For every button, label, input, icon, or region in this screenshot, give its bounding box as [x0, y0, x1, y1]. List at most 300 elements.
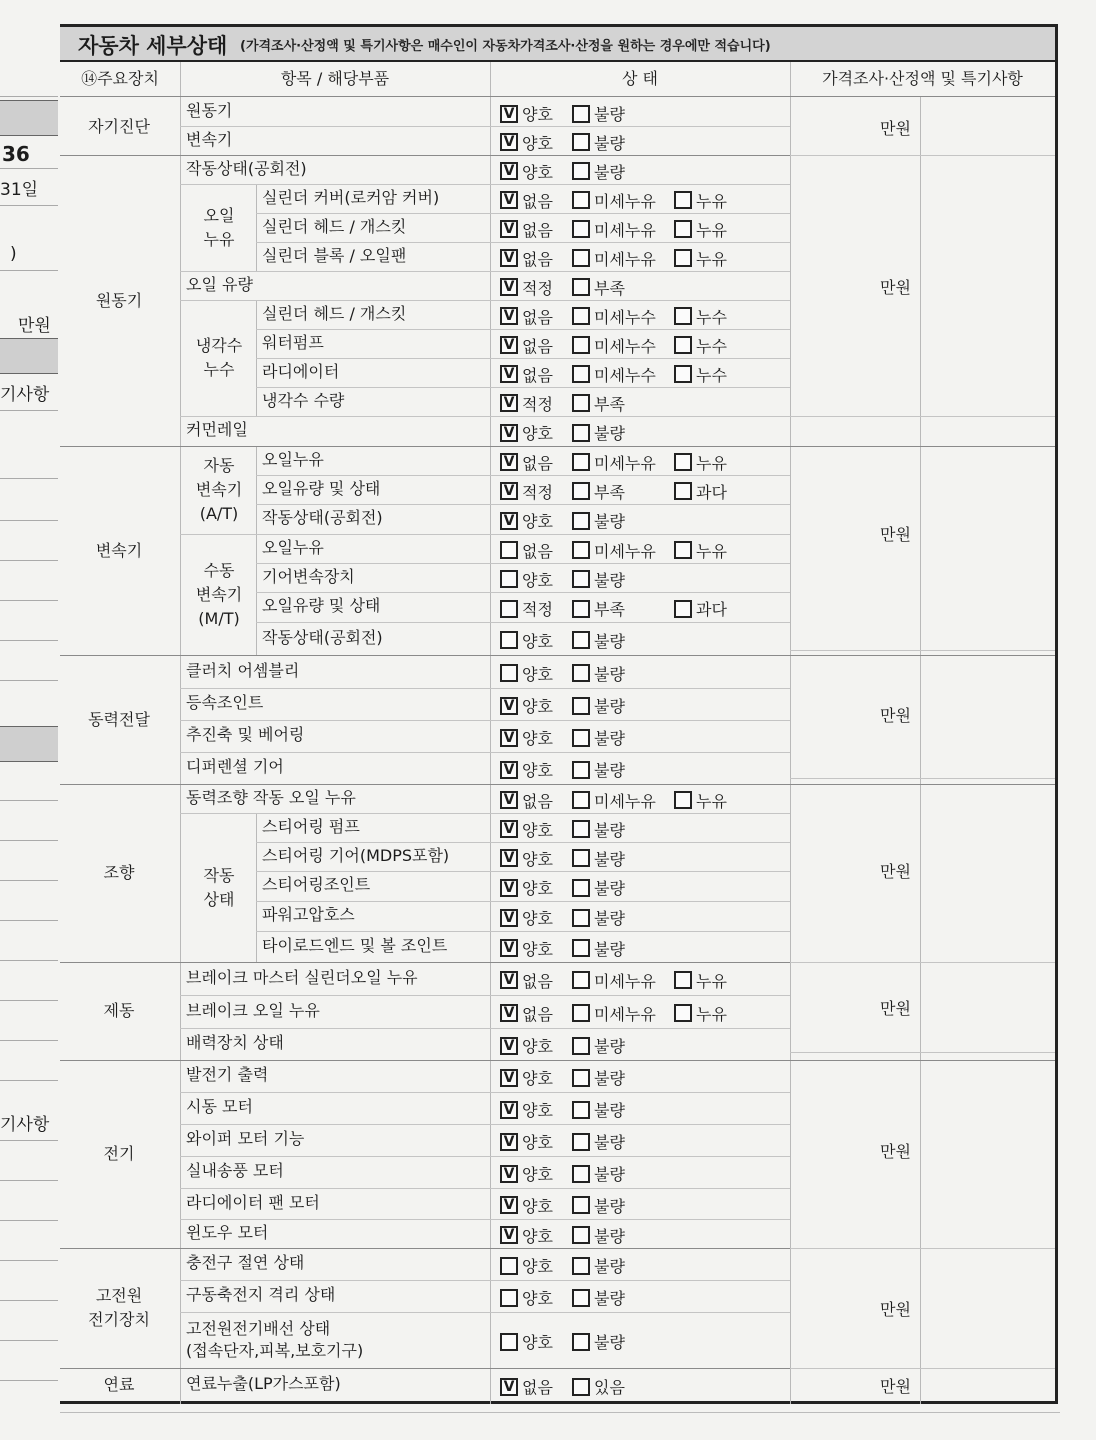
checkbox[interactable]: [500, 570, 518, 588]
status-option[interactable]: [674, 334, 727, 357]
row-divider: [180, 300, 790, 301]
price-unit-label: 만원: [880, 525, 911, 544]
status-option[interactable]: [500, 597, 553, 620]
status-option[interactable]: [500, 1130, 553, 1153]
row-item-label: 실린더 커버(로커암 커버): [262, 187, 440, 207]
option-label: 누유: [696, 971, 727, 991]
status-option[interactable]: [572, 818, 625, 841]
checkbox[interactable]: [572, 365, 590, 383]
status-option[interactable]: [500, 451, 553, 474]
row-divider: [180, 534, 790, 535]
price-unit-label: 만원: [880, 118, 911, 138]
status-option[interactable]: [572, 847, 625, 870]
status-option[interactable]: [674, 789, 727, 812]
row-divider: [256, 563, 790, 564]
checked-checkbox[interactable]: V: [500, 482, 518, 500]
checkbox[interactable]: [572, 191, 590, 209]
status-option[interactable]: [500, 276, 553, 299]
status-option[interactable]: [500, 818, 553, 841]
status-option[interactable]: [572, 1224, 625, 1247]
checked-checkbox[interactable]: V: [500, 105, 518, 123]
checkbox[interactable]: [572, 1165, 590, 1183]
status-option[interactable]: [572, 1286, 625, 1309]
status-option[interactable]: [572, 1066, 625, 1089]
status-option[interactable]: [572, 597, 625, 620]
checkbox[interactable]: [500, 664, 518, 682]
option-label: 불량: [594, 105, 625, 124]
status-option[interactable]: [500, 1375, 553, 1398]
status-option[interactable]: [572, 758, 625, 781]
row-item-label: 실린더 헤드 / 개스킷: [262, 216, 407, 236]
option-label: 미세누수: [594, 307, 656, 327]
option-label: 양호: [522, 570, 553, 590]
checked-checkbox[interactable]: V: [500, 133, 518, 151]
checkbox[interactable]: [674, 600, 692, 618]
status-option[interactable]: [572, 1194, 625, 1217]
status-option[interactable]: [572, 876, 625, 899]
row-item-label: 배력장치 상태: [186, 1033, 284, 1052]
status-option[interactable]: [572, 937, 625, 960]
checkbox[interactable]: [572, 278, 590, 296]
status-option[interactable]: [572, 1098, 625, 1121]
checked-checkbox[interactable]: V: [500, 365, 518, 383]
status-option[interactable]: [572, 160, 625, 183]
status-option[interactable]: [572, 568, 625, 591]
option-label: 불량: [594, 1333, 625, 1352]
option-label: 양호: [522, 512, 553, 531]
checkbox[interactable]: [674, 365, 692, 383]
checkbox[interactable]: [572, 1289, 590, 1307]
checkbox[interactable]: [572, 879, 590, 897]
option-label: 불량: [594, 1226, 625, 1246]
option-label: 불량: [594, 729, 625, 748]
status-option[interactable]: [500, 1194, 553, 1217]
checkbox[interactable]: [572, 336, 590, 354]
status-option[interactable]: [500, 1224, 553, 1247]
row-divider: [180, 416, 790, 417]
status-option[interactable]: [674, 218, 727, 241]
status-option[interactable]: [572, 539, 656, 562]
status-option[interactable]: [500, 789, 553, 812]
checkbox[interactable]: [572, 1257, 590, 1275]
checked-checkbox[interactable]: V: [500, 162, 518, 180]
category-label: 전기: [103, 1144, 135, 1163]
row-item-label: 커먼레일: [186, 420, 248, 439]
checkbox[interactable]: [674, 482, 692, 500]
checkbox[interactable]: [674, 971, 692, 989]
checked-checkbox[interactable]: V: [500, 1069, 518, 1087]
option-label: 미세누유: [594, 191, 656, 211]
status-option[interactable]: [674, 189, 727, 212]
checked-checkbox[interactable]: V: [500, 191, 518, 209]
status-option[interactable]: [572, 102, 625, 125]
checked-checkbox[interactable]: V: [500, 220, 518, 238]
row-divider: [180, 271, 790, 272]
status-option[interactable]: [572, 276, 625, 299]
option-label: 미세누수: [594, 336, 656, 356]
checkbox[interactable]: [572, 1333, 590, 1351]
option-label: 양호: [522, 424, 553, 443]
status-option[interactable]: [500, 305, 553, 328]
option-label: 부족: [594, 600, 625, 619]
option-label: 양호: [522, 105, 553, 124]
checkbox[interactable]: [572, 512, 590, 530]
status-option[interactable]: [500, 1162, 553, 1185]
status-option[interactable]: [572, 1130, 625, 1153]
checked-checkbox[interactable]: V: [500, 1196, 518, 1214]
status-option[interactable]: [500, 334, 553, 357]
checked-checkbox[interactable]: V: [500, 453, 518, 471]
status-option[interactable]: [500, 1098, 553, 1121]
row-item-label: 원동기: [186, 101, 233, 120]
row-divider: [180, 1280, 790, 1281]
status-option[interactable]: [500, 189, 553, 212]
row-item-label: 브레이크 오일 누유: [186, 1000, 320, 1020]
option-label: 없음: [522, 1378, 553, 1397]
option-label: 누유: [696, 191, 727, 211]
option-label: 미세누유: [594, 791, 656, 811]
option-label: 양호: [522, 631, 553, 651]
checkbox[interactable]: [572, 482, 590, 500]
checkbox[interactable]: [674, 541, 692, 559]
option-label: 누유: [696, 791, 727, 811]
status-option[interactable]: [500, 160, 553, 183]
price-unit-label: 만원: [880, 999, 911, 1018]
option-label: 불량: [594, 631, 625, 651]
option-label: 미세누유: [594, 453, 656, 473]
option-label: 미세누유: [594, 541, 656, 561]
checkbox[interactable]: [572, 1133, 590, 1151]
row-item-label: 작동상태(공회전): [186, 158, 307, 178]
checkbox[interactable]: [572, 424, 590, 442]
row-item-label: 오일누유: [262, 537, 324, 557]
checkbox[interactable]: [572, 570, 590, 588]
status-option[interactable]: [572, 789, 656, 812]
checkbox[interactable]: [500, 600, 518, 618]
status-option[interactable]: [572, 421, 625, 444]
row-divider: [256, 592, 790, 593]
status-option[interactable]: [572, 1162, 625, 1185]
option-label: 양호: [522, 849, 553, 869]
status-option[interactable]: [572, 480, 625, 503]
status-option[interactable]: [674, 363, 727, 386]
price-unit-label: 만원: [880, 862, 911, 881]
status-option[interactable]: [572, 247, 656, 270]
row-divider: [180, 1156, 790, 1157]
option-label: 양호: [522, 1196, 553, 1216]
checkbox[interactable]: [572, 909, 590, 927]
checkbox[interactable]: [500, 1289, 518, 1307]
checked-checkbox[interactable]: V: [500, 761, 518, 779]
status-option[interactable]: [500, 247, 553, 270]
checkbox[interactable]: [674, 220, 692, 238]
checkbox[interactable]: [572, 162, 590, 180]
checked-checkbox[interactable]: V: [500, 1226, 518, 1244]
checkbox[interactable]: [674, 191, 692, 209]
option-label: 불량: [594, 664, 625, 684]
checkbox[interactable]: [572, 105, 590, 123]
row-divider: [256, 901, 790, 902]
checkbox[interactable]: [572, 1378, 590, 1396]
checked-checkbox[interactable]: V: [500, 729, 518, 747]
column-divider: [920, 96, 921, 1404]
status-option[interactable]: [572, 1330, 625, 1353]
status-option[interactable]: [500, 1034, 553, 1057]
option-label: 양호: [522, 1037, 553, 1056]
checked-checkbox[interactable]: V: [500, 512, 518, 530]
option-label: 불량: [594, 570, 625, 590]
checkbox[interactable]: [572, 697, 590, 715]
row-item-label: 디퍼렌셜 기어: [186, 757, 284, 776]
status-option[interactable]: [500, 131, 553, 154]
status-option[interactable]: [572, 694, 625, 717]
status-option[interactable]: [500, 876, 553, 899]
checkbox[interactable]: [500, 631, 518, 649]
option-label: 불량: [594, 1165, 625, 1184]
checkbox[interactable]: [572, 1226, 590, 1244]
option-label: 적정: [522, 394, 553, 414]
status-option[interactable]: [674, 305, 727, 328]
status-option[interactable]: [674, 1002, 727, 1025]
option-label: 양호: [522, 664, 553, 684]
checked-checkbox[interactable]: V: [500, 697, 518, 715]
checkbox[interactable]: [572, 1037, 590, 1055]
checkbox[interactable]: [572, 133, 590, 151]
checked-checkbox[interactable]: V: [500, 249, 518, 267]
status-option[interactable]: [500, 421, 553, 444]
checked-checkbox[interactable]: V: [500, 1165, 518, 1183]
status-option[interactable]: [572, 305, 656, 328]
checked-checkbox[interactable]: V: [500, 879, 518, 897]
row-item-label: 냉각수 수량: [262, 390, 345, 410]
row-divider: [256, 475, 790, 476]
checkbox[interactable]: [572, 453, 590, 471]
status-option[interactable]: [500, 847, 553, 870]
option-label: 불량: [594, 909, 625, 928]
checkbox[interactable]: [500, 1333, 518, 1351]
category-label: 조향: [103, 863, 135, 882]
checkbox[interactable]: [572, 541, 590, 559]
checked-checkbox[interactable]: V: [500, 307, 518, 325]
option-label: 누유: [696, 220, 727, 240]
checked-checkbox[interactable]: V: [500, 1101, 518, 1119]
checkbox[interactable]: [572, 664, 590, 682]
checkbox[interactable]: [572, 791, 590, 809]
row-item-label: 클러치 어셈블리: [186, 660, 300, 680]
status-option[interactable]: [500, 1066, 553, 1089]
header-divider: [60, 96, 1055, 97]
status-option[interactable]: [674, 969, 727, 992]
row-item-label: 오일누유: [262, 449, 324, 469]
option-label: 부족: [594, 278, 625, 298]
price-divider: [790, 1052, 1055, 1053]
status-option[interactable]: [500, 969, 553, 992]
status-option[interactable]: [572, 1034, 625, 1057]
row-item-label: 기어변속장치: [262, 566, 355, 586]
column-divider: [180, 62, 181, 1404]
checkbox[interactable]: [674, 791, 692, 809]
checked-checkbox[interactable]: V: [500, 909, 518, 927]
option-label: 없음: [522, 971, 553, 991]
checkbox[interactable]: [674, 336, 692, 354]
status-option[interactable]: [674, 539, 727, 562]
checked-checkbox[interactable]: V: [500, 791, 518, 809]
checkbox[interactable]: [572, 1004, 590, 1022]
row-divider: [180, 184, 790, 185]
status-option[interactable]: [500, 937, 553, 960]
checked-checkbox[interactable]: V: [500, 336, 518, 354]
status-option[interactable]: [674, 451, 727, 474]
title-bar: [60, 27, 1055, 62]
status-option[interactable]: [500, 539, 553, 562]
status-option[interactable]: [500, 1002, 553, 1025]
row-divider: [256, 387, 790, 388]
checked-checkbox[interactable]: V: [500, 820, 518, 838]
option-label: 적정: [522, 600, 553, 619]
row-divider: [180, 126, 790, 127]
row-item-label: 동력조향 작동 오일 누유: [186, 787, 356, 807]
status-option[interactable]: [500, 629, 553, 652]
checkbox[interactable]: [572, 1101, 590, 1119]
row-divider: [180, 1312, 790, 1313]
status-option[interactable]: [500, 480, 553, 503]
status-option[interactable]: [572, 131, 625, 154]
header-status: 상 태: [622, 69, 658, 88]
checkbox[interactable]: [500, 1257, 518, 1275]
checkbox[interactable]: [674, 249, 692, 267]
header-main-device: ⑭주요장치: [81, 69, 159, 88]
option-label: 과다: [696, 482, 727, 502]
checkbox[interactable]: [572, 729, 590, 747]
checked-checkbox[interactable]: V: [500, 1037, 518, 1055]
option-label: 적정: [522, 278, 553, 298]
price-unit-label: 만원: [880, 277, 911, 297]
row-item-label: 라디에이터: [262, 361, 340, 381]
option-label: 양호: [522, 909, 553, 928]
status-option[interactable]: [500, 906, 553, 929]
option-label: 부족: [594, 394, 625, 414]
checkbox[interactable]: [572, 220, 590, 238]
status-option[interactable]: [572, 629, 625, 652]
status-option[interactable]: [500, 1254, 553, 1277]
status-option[interactable]: [500, 218, 553, 241]
option-label: 없음: [522, 336, 553, 356]
row-divider: [256, 622, 790, 623]
row-item-label: 변속기: [186, 129, 233, 149]
status-option[interactable]: [572, 451, 656, 474]
status-option[interactable]: [572, 1254, 625, 1277]
row-item-label: 등속조인트: [186, 693, 264, 712]
status-option[interactable]: [674, 480, 727, 503]
checkbox[interactable]: [572, 939, 590, 957]
status-option[interactable]: [500, 726, 553, 749]
status-option[interactable]: [572, 1375, 625, 1398]
checked-checkbox[interactable]: V: [500, 394, 518, 412]
checked-checkbox[interactable]: V: [500, 278, 518, 296]
status-option[interactable]: [572, 726, 625, 749]
checkbox[interactable]: [572, 394, 590, 412]
status-option[interactable]: [500, 102, 553, 125]
checked-checkbox[interactable]: V: [500, 1378, 518, 1396]
status-option[interactable]: [572, 662, 625, 685]
option-label: 양호: [522, 939, 553, 959]
status-option[interactable]: [500, 392, 553, 415]
option-label: 있음: [594, 1378, 625, 1397]
checked-checkbox[interactable]: V: [500, 939, 518, 957]
checkbox[interactable]: [572, 631, 590, 649]
checkbox[interactable]: [572, 307, 590, 325]
checked-checkbox[interactable]: V: [500, 1004, 518, 1022]
status-option[interactable]: [500, 758, 553, 781]
checkbox[interactable]: [674, 1004, 692, 1022]
status-option[interactable]: [572, 218, 656, 241]
status-option[interactable]: [572, 969, 656, 992]
checked-checkbox[interactable]: V: [500, 424, 518, 442]
option-label: 양호: [522, 162, 553, 182]
option-label: 불량: [594, 761, 625, 780]
checkbox[interactable]: [572, 1196, 590, 1214]
checkbox[interactable]: [572, 820, 590, 838]
row-divider: [180, 1092, 790, 1093]
status-option[interactable]: [674, 247, 727, 270]
status-option[interactable]: [572, 189, 656, 212]
status-option[interactable]: [500, 1330, 553, 1353]
status-option[interactable]: [500, 363, 553, 386]
checkbox[interactable]: [500, 541, 518, 559]
checked-checkbox[interactable]: V: [500, 1133, 518, 1151]
checkbox[interactable]: [572, 249, 590, 267]
checked-checkbox[interactable]: V: [500, 849, 518, 867]
checked-checkbox[interactable]: V: [500, 971, 518, 989]
checkbox[interactable]: [572, 971, 590, 989]
checkbox[interactable]: [572, 1069, 590, 1087]
status-option[interactable]: [572, 334, 656, 357]
row-item-label: 라디에이터 팬 모터: [186, 1192, 320, 1212]
option-label: 없음: [522, 791, 553, 811]
option-label: 과다: [696, 600, 727, 619]
checkbox[interactable]: [572, 600, 590, 618]
status-option[interactable]: [572, 509, 625, 532]
status-option[interactable]: [572, 1002, 656, 1025]
status-option[interactable]: [500, 509, 553, 532]
status-option[interactable]: [500, 662, 553, 685]
form-title: 자동차 세부상태: [78, 34, 228, 58]
checkbox[interactable]: [674, 453, 692, 471]
status-option[interactable]: [500, 1286, 553, 1309]
status-option[interactable]: [572, 363, 656, 386]
checkbox[interactable]: [572, 761, 590, 779]
status-option[interactable]: [674, 597, 727, 620]
column-divider: [490, 62, 491, 1404]
row-item-label: 추진축 및 베어링: [186, 725, 305, 744]
checkbox[interactable]: [572, 849, 590, 867]
option-label: 불량: [594, 1289, 625, 1308]
status-option[interactable]: [572, 392, 625, 415]
price-divider: [790, 962, 1055, 963]
checkbox[interactable]: [674, 307, 692, 325]
status-option[interactable]: [572, 906, 625, 929]
option-label: 양호: [522, 133, 553, 153]
option-label: 미세누유: [594, 249, 656, 269]
row-item-label: 오일유량 및 상태: [262, 478, 381, 498]
row-divider: [180, 1124, 790, 1125]
status-option[interactable]: [500, 568, 553, 591]
option-label: 누수: [696, 307, 727, 327]
left-fragment-text: 기사항: [0, 385, 50, 405]
row-item-label: 스티어링조인트: [262, 875, 371, 894]
status-option[interactable]: [500, 694, 553, 717]
row-item-label: 스티어링 기어(MDPS포함): [262, 845, 450, 865]
